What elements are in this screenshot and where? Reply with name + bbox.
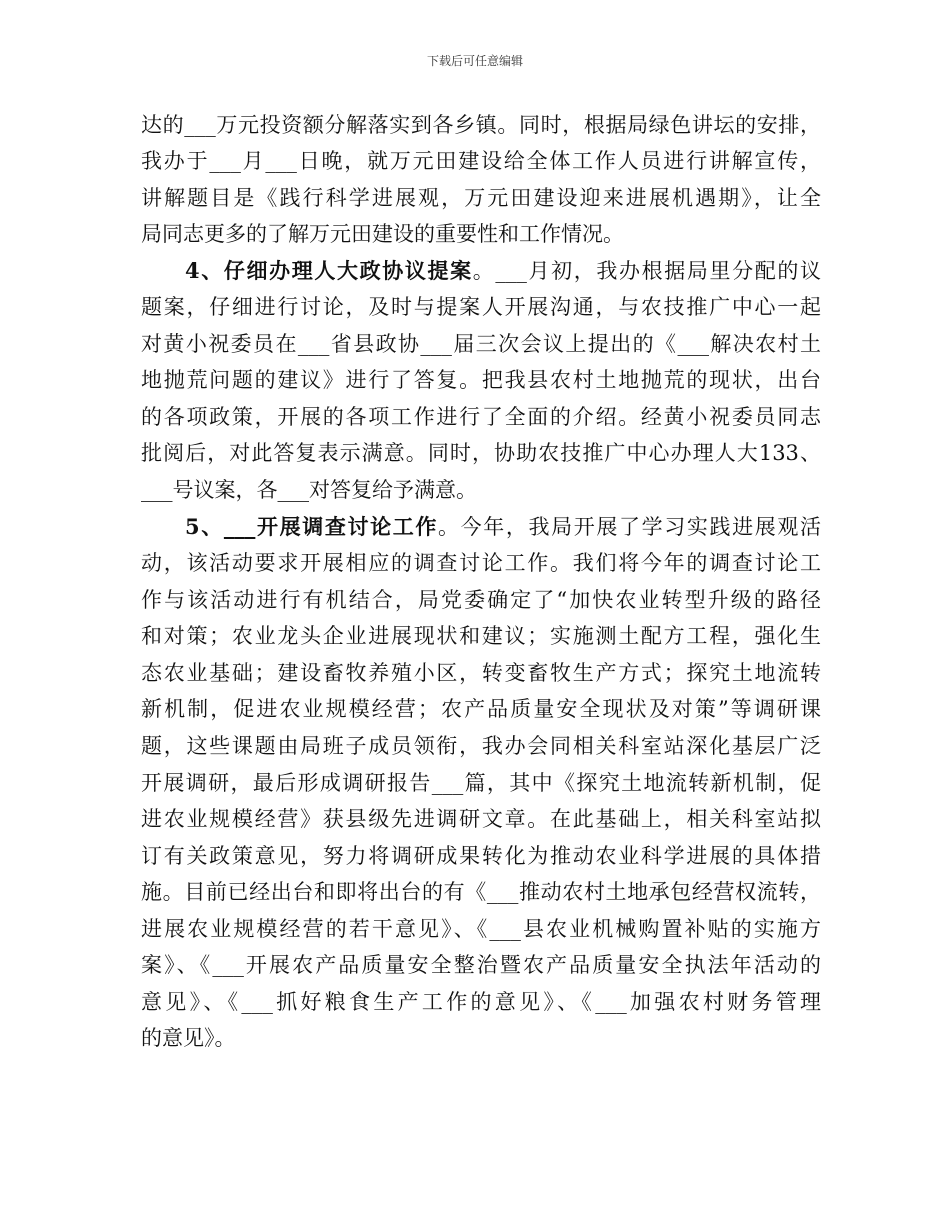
- text-line: 局同志更多的了解万元田建设的重要性和工作情况。: [141, 222, 624, 246]
- text-line: 作与该活动进行有机结合，局党委确定了“加快农业转型升级的路径: [141, 588, 821, 612]
- section-heading-line: 5、___开展调查讨论工作。今年，我局开展了学习实践进展观活: [185, 514, 821, 539]
- text-line: 施。目前已经出台和即将出台的有《___推动农村土地承包经营权流转，: [141, 880, 821, 904]
- text-line: 我办于___月___日晚，就万元田建设给全体工作人员进行讲解宣传，: [141, 149, 821, 173]
- text-line: 进展农业规模经营的若干意见》、《___县农业机械购置补贴的实施方: [141, 917, 821, 941]
- section-heading: 5、___开展调查讨论工作: [185, 514, 438, 539]
- text-line: ___号议案，各___对答复给予满意。: [141, 478, 477, 502]
- text-line: 批阅后，对此答复表示满意。同时，协助农技推广中心办理人大133、: [141, 441, 821, 465]
- text-line: 地抛荒问题的建议》进行了答复。把我县农村土地抛荒的现状，出台: [141, 368, 821, 392]
- text-line: 题案，仔细进行讨论，及时与提案人开展沟通，与农技推广中心一起: [141, 295, 821, 319]
- text-line: 意见》、《___抓好粮食生产工作的意见》、《___加强农村财务管理: [141, 990, 821, 1014]
- text-line: 的各项政策，开展的各项工作进行了全面的介绍。经黄小祝委员同志: [141, 405, 821, 429]
- text-line: 讲解题目是《践行科学进展观，万元田建设迎来进展机遇期》，让全: [141, 186, 821, 210]
- section-heading-line: 4、仔细办理人大政协议提案。___月初，我办根据局里分配的议: [185, 258, 821, 283]
- text-line: 态农业基础；建设畜牧养殖小区，转变畜牧生产方式；探究土地流转: [141, 661, 821, 685]
- text-line: 动，该活动要求开展相应的调查讨论工作。我们将今年的调查讨论工: [141, 551, 821, 575]
- text-line: 进农业规模经营》获县级先进调研文章。在此基础上，相关科室站拟: [141, 807, 821, 831]
- text-line: 和对策；农业龙头企业进展现状和建议；实施测土配方工程，强化生: [141, 624, 821, 648]
- text-line: 达的___万元投资额分解落实到各乡镇。同时，根据局绿色讲坛的安排，: [141, 113, 821, 137]
- text-line: 题，这些课题由局班子成员领衔，我办会同相关科室站深化基层广泛: [141, 734, 821, 758]
- page-header: 下载后可任意编辑: [426, 54, 523, 68]
- section-heading: 4、仔细办理人大政协议提案: [185, 258, 473, 283]
- text-line: 案》、《___开展农产品质量安全整治暨农产品质量安全执法年活动的: [141, 953, 821, 977]
- text-line: 对黄小祝委员在___省县政协___届三次会议上提出的《___解决农村土: [141, 332, 821, 356]
- text-line: 新机制，促进农业规模经营；农产品质量安全现状及对策”等调研课: [141, 697, 821, 721]
- text-line: 开展调研，最后形成调研报告___篇，其中《探究土地流转新机制，促: [141, 771, 821, 795]
- text-line: 的意见》。: [141, 1026, 236, 1050]
- text-line: 订有关政策意见，努力将调研成果转化为推动农业科学进展的具体措: [141, 844, 821, 868]
